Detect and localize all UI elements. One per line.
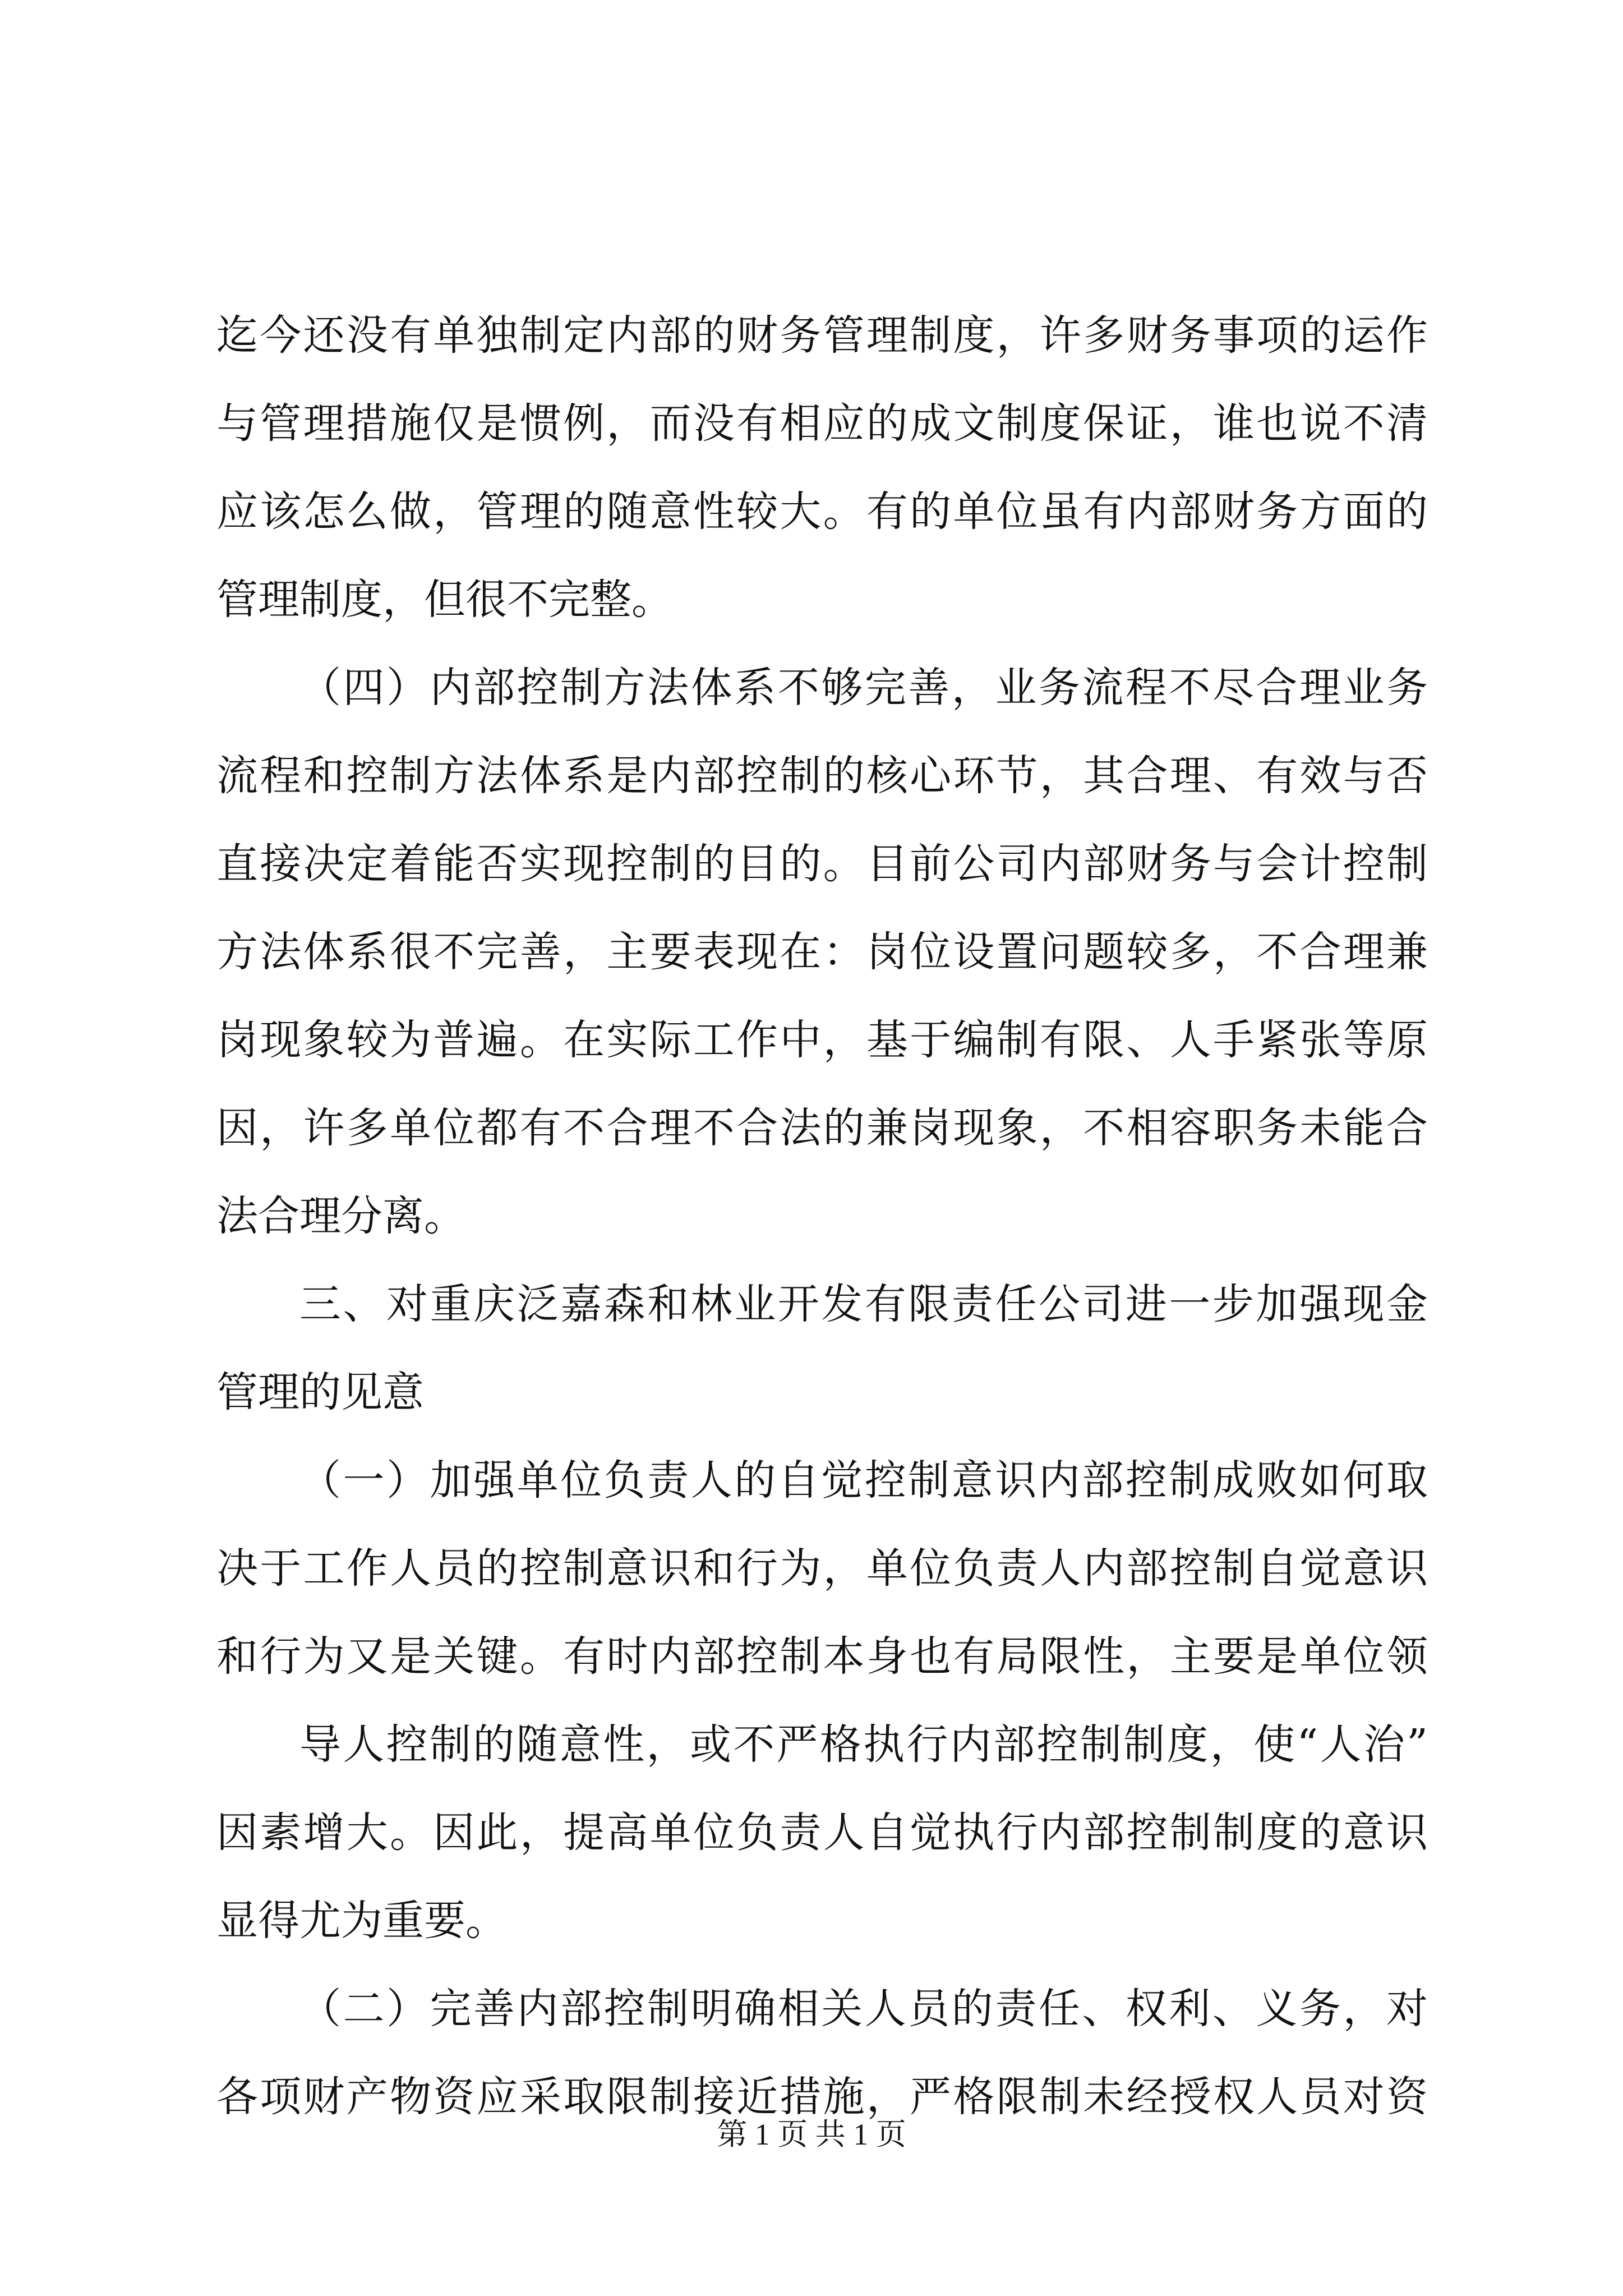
text-line: 法合理分离。	[216, 1192, 465, 1240]
text-line: 与管理措施仅是惯例，而没有相应的成文制度保证，谁也说不清	[216, 399, 1428, 448]
text-line: 管理制度，但很不完整。	[216, 576, 673, 624]
section-heading-line: 三、对重庆泛嘉森和林业开发有限责任公司进一步加强现金	[299, 1280, 1428, 1328]
text-line: 岗现象较为普遍。在实际工作中，基于编制有限、人手紧张等原	[216, 1016, 1428, 1064]
text-line: 流程和控制方法体系是内部控制的核心环节，其合理、有效与否	[216, 752, 1428, 800]
paragraph-heading-line: （一）加强单位负责人的自觉控制意识内部控制成败如何取	[299, 1456, 1428, 1504]
text-line: 迄今还没有单独制定内部的财务管理制度，许多财务事项的运作	[216, 311, 1428, 360]
paragraph-heading-line: （四）内部控制方法体系不够完善，业务流程不尽合理业务	[299, 664, 1428, 712]
paragraph-heading-line: （二）完善内部控制明确相关人员的责任、权利、义务，对	[299, 1985, 1428, 2033]
text-line: 直接决定着能否实现控制的目的。目前公司内部财务与会计控制	[216, 840, 1428, 888]
text-line: 方法体系很不完善，主要表现在：岗位设置问题较多，不合理兼	[216, 928, 1428, 976]
text-line: 应该怎么做，管理的随意性较大。有的单位虽有内部财务方面的	[216, 487, 1428, 536]
text-line: 导人控制的随意性，或不严格执行内部控制制度，使“人治”	[299, 1720, 1428, 1769]
section-heading-line: 管理的见意	[216, 1368, 424, 1416]
text-line: 显得尤为重要。	[216, 1897, 507, 1945]
page-number-footer: 第 1 页 共 1 页	[717, 2118, 906, 2151]
document-body	[216, 292, 1428, 2141]
text-line: 和行为又是关键。有时内部控制本身也有局限性，主要是单位领	[216, 1632, 1428, 1681]
text-line: 因，许多单位都有不合理不合法的兼岗现象，不相容职务未能合	[216, 1104, 1428, 1152]
text-line: 决于工作人员的控制意识和行为，单位负责人内部控制自觉意识	[216, 1544, 1428, 1593]
text-line: 各项财产物资应采取限制接近措施，严格限制未经授权人员对资	[216, 2073, 1428, 2121]
text-line: 因素增大。因此，提高单位负责人自觉执行内部控制制度的意识	[216, 1809, 1428, 1857]
